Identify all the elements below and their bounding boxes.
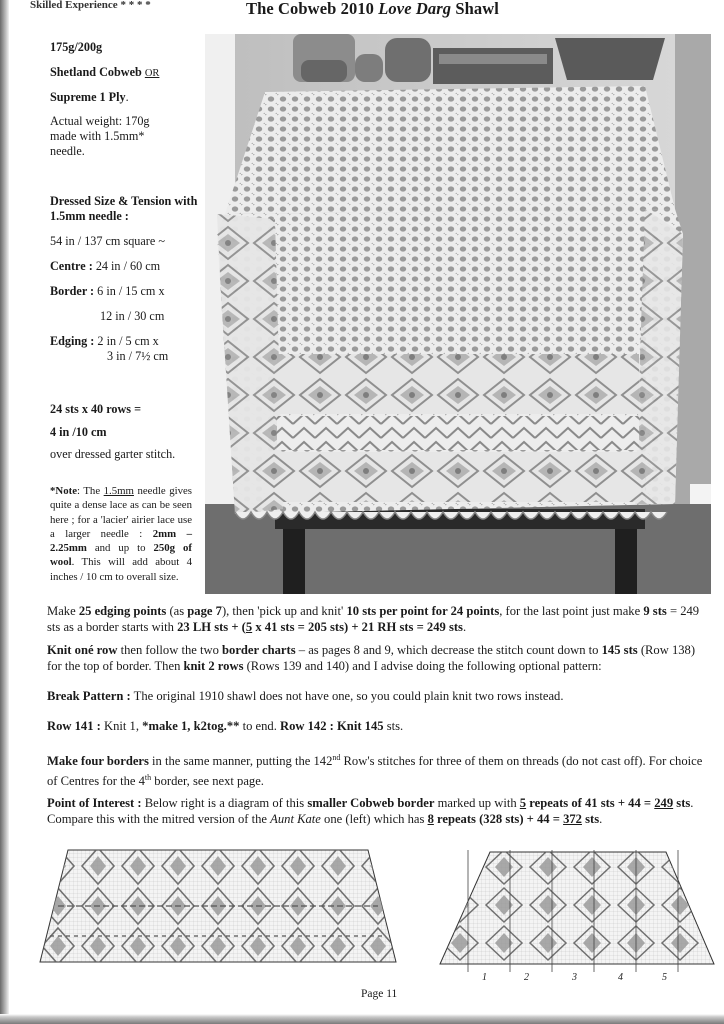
page-bottom-shadow — [0, 1014, 724, 1024]
shawl-photo — [205, 34, 711, 594]
repeat-label-5: 5 — [662, 972, 667, 983]
cobweb-border-chart — [438, 848, 716, 988]
point-of-interest: Point of Interest : Below right is a diagram of this smaller Cobweb border marked up with 5 repeats of 41 sts + 44 = 249 sts. Compare this with the mitred version of the Aunt Kate one (left) which has 8 repeats (328 sts) + 44 = 372 sts. — [47, 796, 694, 826]
instruction-edging: Make 25 edging points (as page 7), then 'pick up and knit' 10 sts per point for 24 points, for the last point just make 9 sts = 249 sts as a border starts with 23 LH sts + (5 x 41 sts = 205 sts) + 21 RH sts = 249 sts. — [47, 604, 700, 634]
shawl-photo-illustration — [205, 34, 711, 594]
tension-note: over dressed garter stitch. — [50, 447, 176, 461]
instruction-four-borders: Make four borders in the same manner, putting the 142nd Row's stitches for three of them on threads (do not cast off). For choice of Centres for the 4th border, see next page. — [47, 753, 703, 788]
needle-note: *Note: The 1.5mm needle gives quite a dense lace as can be seen here ; for a 'lacier' airier lace use a larger needle : 2mm – 2.25mm and up to 250g of wool. This will add about 4 inches / 10 cm to overall size. — [50, 485, 193, 583]
instruction-break-pattern: Break Pattern : The original 1910 shawl does not have one, so you could plain knit two rows instead. — [47, 689, 564, 703]
yarn-choice-a: Shetland Cobweb OR — [50, 65, 160, 79]
actual-weight: Actual weight: 170g made with 1.5mm* needle. — [50, 114, 150, 158]
tension-stitches: 24 sts x 40 rows = — [50, 402, 142, 416]
repeat-label-1: 1 — [482, 972, 487, 983]
page-binding-shadow — [0, 0, 9, 1024]
edging-size: Edging : 2 in / 5 cm x — [50, 334, 159, 348]
repeat-label-3: 3 — [572, 972, 577, 983]
pattern-specs-sidebar — [50, 40, 200, 584]
aunt-kate-border-chart — [38, 846, 398, 966]
repeat-label-4: 4 — [618, 972, 623, 983]
yarn-choice-b: Supreme 1 Ply. — [50, 90, 129, 104]
page-title: The Cobweb 2010 Love Darg Shawl — [246, 0, 499, 18]
repeat-label-2: 2 — [524, 972, 529, 983]
dressed-size: 54 in / 137 cm square ~ — [50, 234, 165, 248]
page-number: Page 11 — [361, 988, 398, 1000]
yarn-weight: 175g/200g — [50, 40, 103, 54]
border-size: Border : 6 in / 15 cm x — [50, 284, 165, 298]
edging-size-2: 3 in / 7½ cm — [107, 349, 169, 363]
instruction-rows-141-142: Row 141 : Knit 1, *make 1, k2tog.** to end. Row 142 : Knit 145 sts. — [47, 719, 404, 733]
border-size-2: 12 in / 30 cm — [100, 309, 165, 323]
instruction-border-charts: Knit oné row then follow the two border charts – as pages 8 and 9, which decrease the stitch count down to 145 sts (Row 138) for the top of border. Then knit 2 rows (Rows 139 and 140) and I advise doing the following optional pattern: — [47, 643, 696, 673]
tension-size: 4 in /10 cm — [50, 425, 107, 439]
dressed-size-heading: Dressed Size & Tension with 1.5mm needle : — [50, 194, 198, 223]
skill-level: Skilled Experience * * * * — [30, 0, 151, 11]
centre-size: Centre : 24 in / 60 cm — [50, 259, 161, 273]
